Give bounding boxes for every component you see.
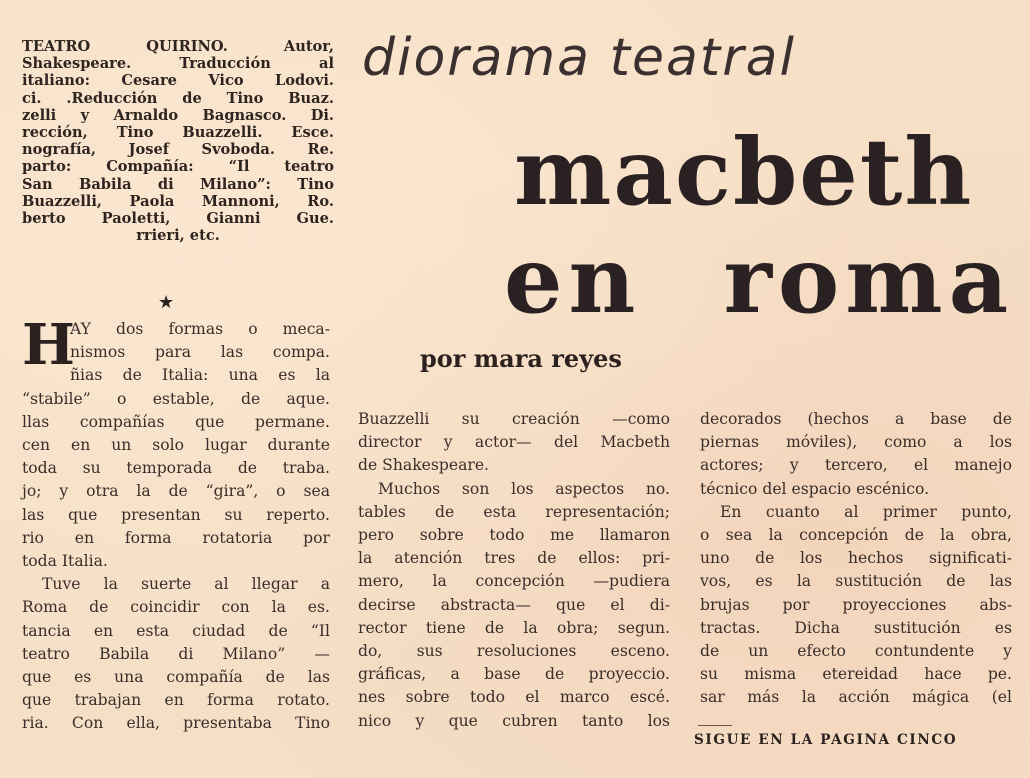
- article-line: o sea la concepción de la obra,: [700, 526, 1012, 545]
- article-line: decorados (hechos a base de: [700, 410, 1012, 428]
- article-line: actores; y tercero, el manejo: [700, 456, 1012, 475]
- article-line: vos, es la sustitución de las: [700, 572, 1012, 591]
- credits-line: rrieri, etc.: [136, 227, 220, 245]
- continued-on-page-note: SIGUE EN LA PAGINA CINCO: [694, 732, 958, 748]
- article-column-1: [22, 312, 330, 736]
- article-line: sar más la acción mágica (el: [700, 688, 1012, 707]
- section-title: diorama teatral: [362, 28, 796, 88]
- article-line: técnico del espacio escénico.: [700, 479, 930, 498]
- article-line: llas compañías que permane.: [22, 412, 330, 431]
- star-separator-icon: ★: [158, 292, 175, 313]
- credits-line: TEATRO QUIRINO. Autor,: [22, 38, 334, 55]
- article-line: Roma de coincidir con la es.: [22, 598, 330, 617]
- credits-line: nografía, Josef Svoboda. Re.: [22, 141, 334, 159]
- article-line: rio en forma rotatoria por: [22, 528, 330, 547]
- article-line: “stabile” o estable, de aque.: [22, 389, 330, 408]
- article-line: toda su temporada de traba.: [22, 459, 330, 478]
- article-column-2: [358, 408, 670, 733]
- article-line: teatro Babila di Milano” —: [22, 644, 330, 663]
- article-line: En cuanto al primer punto,: [720, 502, 1012, 521]
- article-line: director y actor— del Macbeth: [358, 433, 670, 452]
- article-line: brujas por proyecciones abs-: [700, 595, 1012, 614]
- article-line: las que presentan su reperto.: [22, 505, 330, 524]
- article-line: la atención tres de ellos: pri-: [358, 549, 670, 568]
- article-line: decirse abstracta— que el di-: [358, 595, 670, 614]
- article-line: cen en un solo lugar durante: [22, 436, 330, 455]
- credits-box: [22, 38, 334, 244]
- article-line: do, sus resoluciones esceno.: [358, 642, 670, 661]
- byline: por mara reyes: [420, 344, 622, 373]
- article-line: ria. Con ella, presentaba Tino: [22, 714, 330, 733]
- article-line: pero sobre todo me llamaron: [358, 526, 670, 545]
- article-line: toda Italia.: [22, 552, 108, 571]
- drop-cap: H: [22, 312, 75, 378]
- article-line: de un efecto contundente y: [700, 642, 1012, 661]
- credits-line: San Babila di Milano”: Tino: [22, 175, 334, 193]
- article-line: Muchos son los aspectos no.: [378, 479, 670, 498]
- credits-line: Buazzelli, Paola Mannoni, Ro.: [22, 192, 334, 210]
- article-line: Tuve la suerte al llegar a: [42, 575, 330, 594]
- article-line: nico y que cubren tanto los: [358, 711, 670, 730]
- article-line: de Shakespeare.: [358, 456, 490, 475]
- article-line: nismos para las compa.: [70, 343, 330, 362]
- article-line: AY dos formas o meca-: [70, 320, 330, 338]
- headline-line-1: macbeth: [514, 118, 974, 226]
- article-line: rector tiene de la obra; segun.: [358, 618, 670, 637]
- divider-rule: [698, 725, 732, 726]
- article-line: que es una compañía de las: [22, 668, 330, 687]
- credits-line: zelli y Arnaldo Bagnasco. Di.: [22, 106, 334, 124]
- article-line: piernas móviles), como a los: [700, 433, 1012, 452]
- credits-line: parto: Compañía: “Il teatro: [22, 158, 334, 176]
- article-line: gráficas, a base de proyeccio.: [358, 665, 670, 684]
- article-line: uno de los hechos significati-: [700, 549, 1012, 568]
- article-column-3: [700, 408, 1012, 710]
- article-line: jo; y otra la de “gira”, o sea: [22, 482, 330, 501]
- article-line: tractas. Dicha sustitución es: [700, 618, 1012, 637]
- credits-line: Shakespeare. Traducción al: [22, 55, 334, 73]
- credits-line: berto Paoletti, Gianni Gue.: [22, 210, 334, 228]
- headline-line-2: en roma: [504, 226, 1015, 334]
- article-line: su misma etereidad hace pe.: [700, 665, 1012, 684]
- article-line: tables de esta representación;: [358, 502, 670, 521]
- credits-line: rección, Tino Buazzelli. Esce.: [22, 124, 334, 142]
- article-line: mero, la concepción —pudiera: [358, 572, 670, 591]
- article-line: nes sobre todo el marco escé.: [358, 688, 670, 707]
- article-line: tancia en esta ciudad de “Il: [22, 621, 330, 640]
- article-line: que trabajan en forma rotato.: [22, 691, 330, 710]
- article-line: Buazzelli su creación —como: [358, 410, 670, 428]
- credits-line: italiano: Cesare Vico Lodovi.: [22, 72, 334, 90]
- article-line: ñias de Italia: una es la: [70, 366, 330, 385]
- credits-line: ci. .Reducción de Tino Buaz.: [22, 89, 334, 107]
